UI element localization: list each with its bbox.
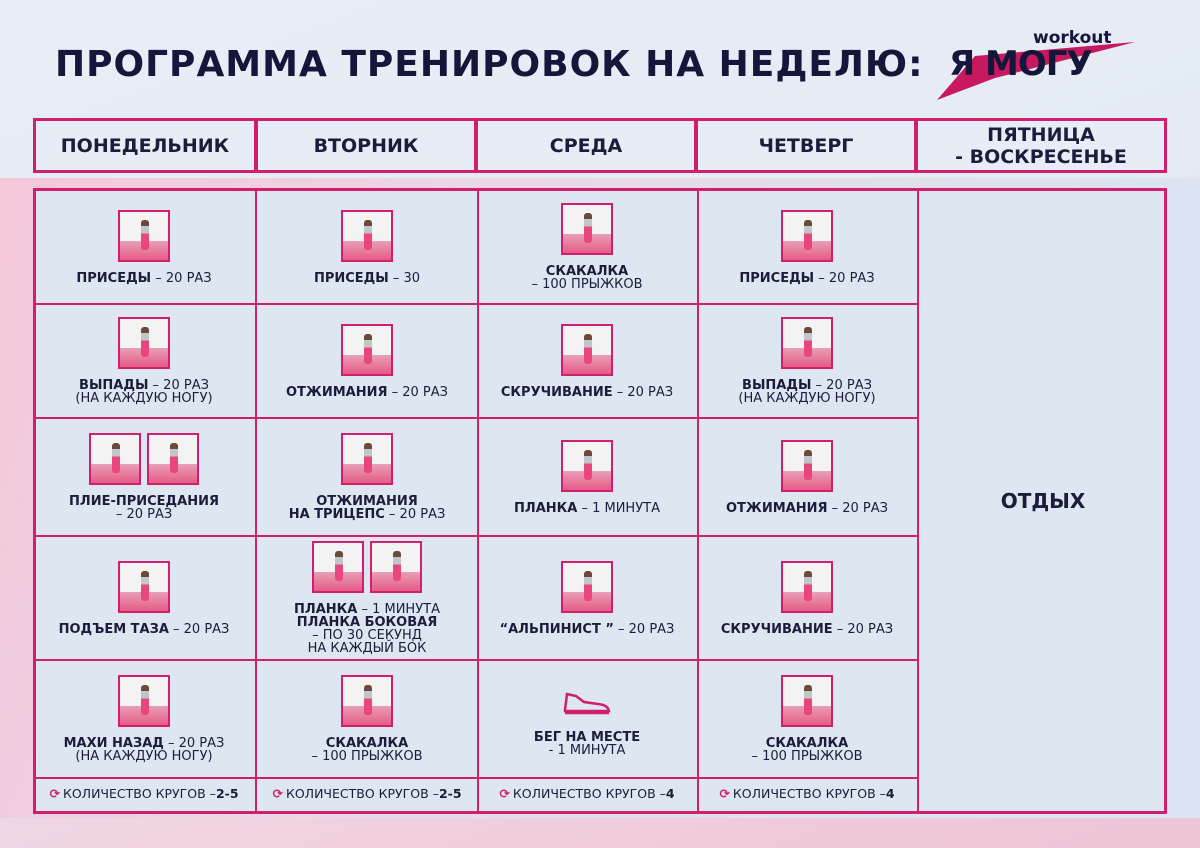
exercise-amount: – 20 РАЗ [832,621,894,637]
rounds-count [697,775,917,811]
exercise-photo [118,561,170,613]
exercise-amount: – 20 РАЗ [814,270,875,286]
exercise-amount: – 100 ПРЫЖКОВ [311,749,423,764]
sneaker-icon [561,681,613,721]
exercise-amount: – 20 РАЗ [612,384,674,400]
exercise-photo [781,317,833,369]
exercise-line [311,750,422,763]
exercise-photo [341,210,393,262]
exercise-amount: – 30 [388,270,421,286]
exercise-amount: – 20 РАЗ [613,621,675,637]
exercise-cell [477,191,697,305]
repeat-icon: ⟳ [499,785,510,801]
exercise-photo [118,675,170,727]
exercise-photo [781,561,833,613]
exercise-name: ПЛИЕ-ПРИСЕДАНИЯ [69,494,219,509]
exercise-line [739,272,874,285]
exercise-cell [697,537,917,661]
exercise-name: ПЛАНКА [514,500,578,516]
exercise-amount: – 20 РАЗ [827,500,888,516]
rounds-count [477,775,697,811]
exercise-line [500,623,675,636]
exercise-line [116,508,172,521]
exercise-amount: – 20 РАЗ [168,621,230,637]
rounds-value: 4 [665,785,675,801]
logo-word: workout [1033,28,1112,48]
exercise-cell [697,419,917,537]
exercise-photo [561,203,613,255]
exercise-line [314,272,420,285]
exercise-amount: - 1 МИНУТА [548,743,626,758]
exercise-amount: – 20 РАЗ [115,507,173,522]
exercise-line [308,642,427,655]
exercise-name: СКАКАЛКА [765,736,849,751]
exercise-line [289,508,446,521]
exercise-name: МАХИ НАЗАД [63,736,164,751]
exercise-photo [781,675,833,727]
rest-label: ОТДЫХ [1000,489,1086,513]
exercise-line [286,386,448,399]
exercise-cell [33,537,255,661]
exercise-photo [312,541,364,593]
rounds-value: 2-5 [438,785,462,801]
exercise-name: “АЛЬПИНИСТ ” [499,621,614,637]
exercise-line [721,623,893,636]
exercise-cell [477,419,697,537]
exercise-amount: – 20 РАЗ [384,507,446,522]
exercise-cell [257,305,477,419]
exercise-photo [370,541,422,593]
day-column [33,191,257,811]
exercise-amount: – 20 РАЗ [148,378,209,393]
logo [935,28,1145,103]
exercise-line [59,623,230,636]
exercise-amount: НА КАЖДЫЙ БОК [307,641,427,656]
exercise-amount: – 1 МИНУТА [357,602,440,617]
repeat-icon: ⟳ [719,785,730,801]
exercise-name: ОТЖИМАНИЯ [316,494,418,509]
rounds-label: КОЛИЧЕСТВО КРУГОВ – [512,785,666,801]
exercise-amount: – 100 ПРЫЖКОВ [751,749,863,764]
exercise-name: НА ТРИЦЕПС [288,507,385,522]
exercise-name: ПРИСЕДЫ [313,270,389,286]
header-day: ВТОРНИК [255,118,477,173]
exercise-line [75,392,212,405]
exercise-cell [33,305,255,419]
repeat-icon: ⟳ [49,785,60,801]
exercise-name: СКАКАЛКА [545,264,629,279]
exercise-amount: – 100 ПРЫЖКОВ [531,277,643,292]
exercise-cell [697,305,917,419]
exercise-photo [561,561,613,613]
exercise-cell [477,537,697,661]
exercise-cell [257,419,477,537]
logo-brand: Я МОГУ [949,44,1092,84]
exercise-amount: (НА КАЖДУЮ НОГУ) [75,391,213,406]
exercise-amount: – 20 РАЗ [163,736,225,751]
exercise-line [76,272,211,285]
exercise-name: ОТЖИМАНИЯ [726,500,828,516]
exercise-amount: – 20 РАЗ [151,270,212,286]
exercise-line [738,392,875,405]
exercise-photo [341,675,393,727]
exercise-line [726,502,888,515]
exercise-cell [477,305,697,419]
repeat-icon: ⟳ [272,785,283,801]
exercise-name: СКРУЧИВАНИЕ [500,384,613,400]
exercise-name: ПЛАНКА [294,602,358,617]
exercise-cell [697,661,917,779]
exercise-photo [147,433,199,485]
exercise-cell [33,419,255,537]
weekend-line1: ПЯТНИЦА [987,123,1095,146]
exercise-cell [477,661,697,779]
header-day: ЧЕТВЕРГ [695,118,917,173]
exercise-name: ПЛАНКА БОКОВАЯ [296,615,438,630]
exercise-name: ВЫПАДЫ [79,378,149,393]
exercise-photo [118,210,170,262]
header-day: СРЕДА [475,118,697,173]
exercise-cell [33,661,255,779]
day-column [477,191,699,811]
exercise-name: ПРИСЕДЫ [76,270,152,286]
exercise-cell [257,661,477,779]
exercise-name: СКРУЧИВАНИЕ [720,621,833,637]
day-column [697,191,919,811]
rounds-label: КОЛИЧЕСТВО КРУГОВ – [285,785,439,801]
exercise-name: БЕГ НА МЕСТЕ [533,730,641,745]
exercise-photo [118,317,170,369]
exercise-name: ПОДЪЕМ ТАЗА [58,621,169,637]
exercise-photo [341,433,393,485]
exercise-photo [561,440,613,492]
exercise-cell [697,191,917,305]
page-title: ПРОГРАММА ТРЕНИРОВОК НА НЕДЕЛЮ: [55,44,924,85]
exercise-amount: (НА КАЖДУЮ НОГУ) [738,391,876,406]
exercise-line [501,386,673,399]
exercise-line [514,502,660,515]
rounds-count [257,775,477,811]
rounds-value: 2-5 [215,785,239,801]
exercise-photo [89,433,141,485]
exercise-name: ОТЖИМАНИЯ [286,384,388,400]
exercise-cell [33,191,255,305]
exercise-line [75,750,212,763]
day-column [257,191,479,811]
exercise-photo [781,210,833,262]
exercise-line [751,750,862,763]
exercise-cell [257,191,477,305]
exercise-amount: (НА КАЖДУЮ НОГУ) [75,749,213,764]
exercise-cell [257,537,477,661]
exercise-photo [561,324,613,376]
exercise-photo [341,324,393,376]
exercise-line [549,744,626,757]
exercise-amount: – 1 МИНУТА [577,500,660,516]
rounds-value: 4 [885,785,895,801]
exercise-photo [781,440,833,492]
weekend-line2: - ВОСКРЕСЕНЬЕ [955,145,1127,168]
exercise-line [531,278,642,291]
exercise-amount: – 20 РАЗ [811,378,872,393]
schedule-grid [33,188,1167,814]
exercise-name: СКАКАЛКА [325,736,409,751]
rounds-count [33,775,255,811]
exercise-name: ПРИСЕДЫ [739,270,815,286]
rounds-label: КОЛИЧЕСТВО КРУГОВ – [732,785,886,801]
rounds-label: КОЛИЧЕСТВО КРУГОВ – [62,785,216,801]
header-day: ПОНЕДЕЛЬНИК [33,118,257,173]
exercise-amount: – ПО 30 СЕКУНД [312,628,422,643]
exercise-amount: – 20 РАЗ [387,384,448,400]
header-weekend [915,118,1167,173]
exercise-name: ВЫПАДЫ [742,378,812,393]
